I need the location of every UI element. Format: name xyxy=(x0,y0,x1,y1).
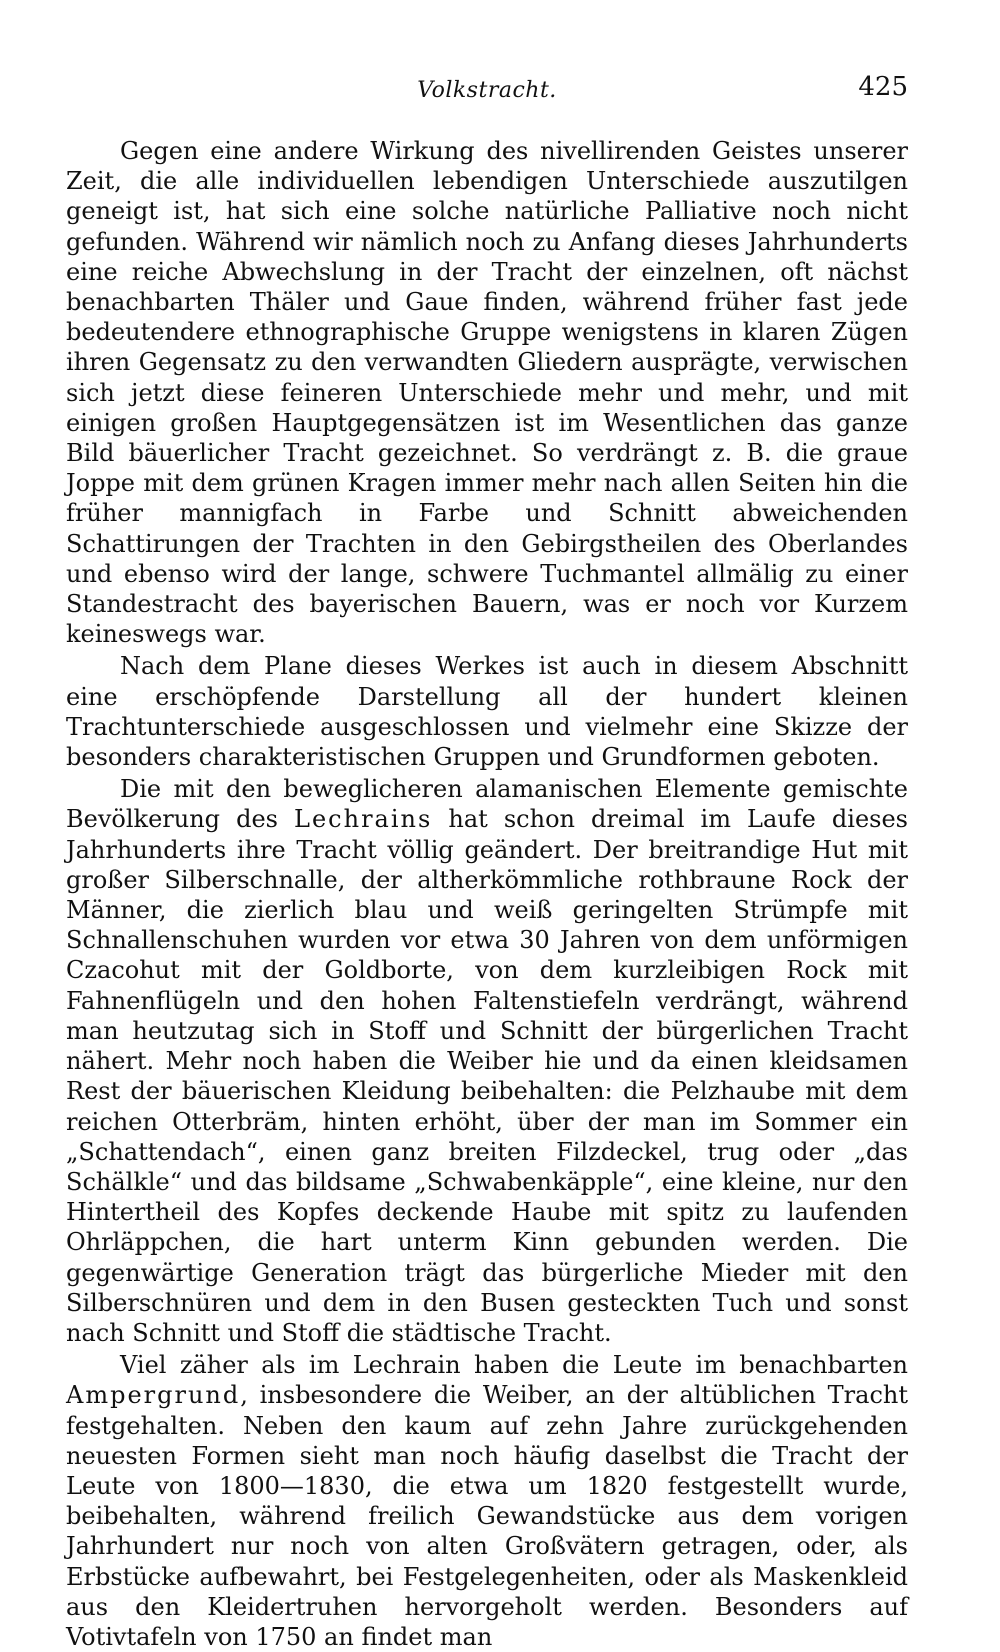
paragraph-3-text-before: Die mit den beweglicheren alamanischen Elemente gemischte Bevölkerung des xyxy=(66,775,908,834)
spaced-place-name-ampergrund: Ampergrund xyxy=(66,1381,241,1410)
running-title: Volkstracht. xyxy=(417,78,557,103)
paragraph-4-text-after: , insbesondere die Weiber, an der altüblichen Tracht festgehalten. Neben den kaum auf zehn Jahre zurückgehenden neuesten Formen sieht man noch häufig daselbst die Tracht der Leute von 1800—1830, die etwa um 1820 festgestellt wurde, beibehalten, während freilich Gewandstücke aus dem vorigen Jahrhundert nur noch von alten Großvätern getragen, oder, als Erbstücke aufbewahrt, bei Festgelegenheiten, oder als Maskenkleid aus den Kleidertruhen hervorgeholt werden. Besonders auf Votivtafeln von 1750 an findet man xyxy=(66,1381,908,1651)
paragraph-2: Nach dem Plane dieses Werkes ist auch in diesem Abschnitt eine erschöpfende Darstellung all der hundert kleinen Trachtunterschiede ausgeschlossen und vielmehr eine Skizze der besonders charakteristischen Gruppen und Grundformen geboten. xyxy=(66,652,908,772)
spaced-place-name-lechrain: Lechrains xyxy=(294,805,433,834)
paragraph-4 xyxy=(66,1350,908,1652)
paragraph-4-text-before: Viel zäher als im Lechrain haben die Leute im benachbarten xyxy=(120,1351,908,1380)
running-header xyxy=(66,72,908,114)
paragraph-1: Gegen eine andere Wirkung des nivellirenden Geistes unserer Zeit, die alle individuellen lebendigen Unterschiede auszutilgen geneigt ist, hat sich eine solche natürliche Palliative noch nicht gefunden. Während wir nämlich noch zu Anfang dieses Jahrhunderts eine reiche Abwechslung in der Tracht der einzelnen, oft nächst benachbarten Thäler und Gaue finden, während früher fast jede bedeutendere ethnographische Gruppe wenigstens in klaren Zügen ihren Gegensatz zu den verwandten Gliedern ausprägte, verwischen sich jetzt diese feineren Unterschiede mehr und mehr, und mit einigen großen Hauptgegensätzen ist im Wesentlichen das ganze Bild bäuerlicher Tracht gezeichnet. So verdrängt z. B. die graue Joppe mit dem grünen Kragen immer mehr nach allen Seiten hin die früher mannigfach in Farbe und Schnitt abweichenden Schattirungen der Trachten in den Gebirgstheilen des Oberlandes und ebenso wird der lange, schwere Tuchmantel allmälig zu einer Standestracht des bayerischen Bauern, was er noch vor Kurzem keineswegs war. xyxy=(66,137,908,649)
page-number: 425 xyxy=(858,72,908,102)
paragraph-3 xyxy=(66,774,908,1348)
paragraph-3-text-after: hat schon dreimal im Laufe dieses Jahrhunderts ihre Tracht völlig geändert. Der breitrandige Hut mit großer Silberschnalle, der altherkömmliche rothbraune Rock der Männer, die zierlich blau und weiß geringelten Strümpfe mit Schnallenschuhen wurden vor etwa 30 Jahren von dem unförmigen Czacohut mit der Goldborte, von dem kurzleibigen Rock mit Fahnenflügeln und den hohen Faltenstiefeln verdrängt, während man heutzutag sich in Stoff und Schnitt der bürgerlichen Tracht nähert. Mehr noch haben die Weiber hie und da einen kleidsamen Rest der bäuerischen Kleidung beibehalten: die Pelzhaube mit dem reichen Otterbräm, hinten erhöht, über der man im Sommer ein „Schattendach“, einen ganz breiten Filzdeckel, trug oder „das Schälkle“ und das bildsame „Schwabenkäpple“, eine kleine, nur den Hintertheil des Kopfes deckende Haube mit spitz zu laufenden Ohrläppchen, die hart unterm Kinn gebunden werden. Die gegenwärtige Generation trägt das bürgerliche Mieder mit den Silberschnüren und dem in den Busen gesteckten Tuch und sonst nach Schnitt und Stoff die städtische Tracht. xyxy=(66,805,908,1347)
